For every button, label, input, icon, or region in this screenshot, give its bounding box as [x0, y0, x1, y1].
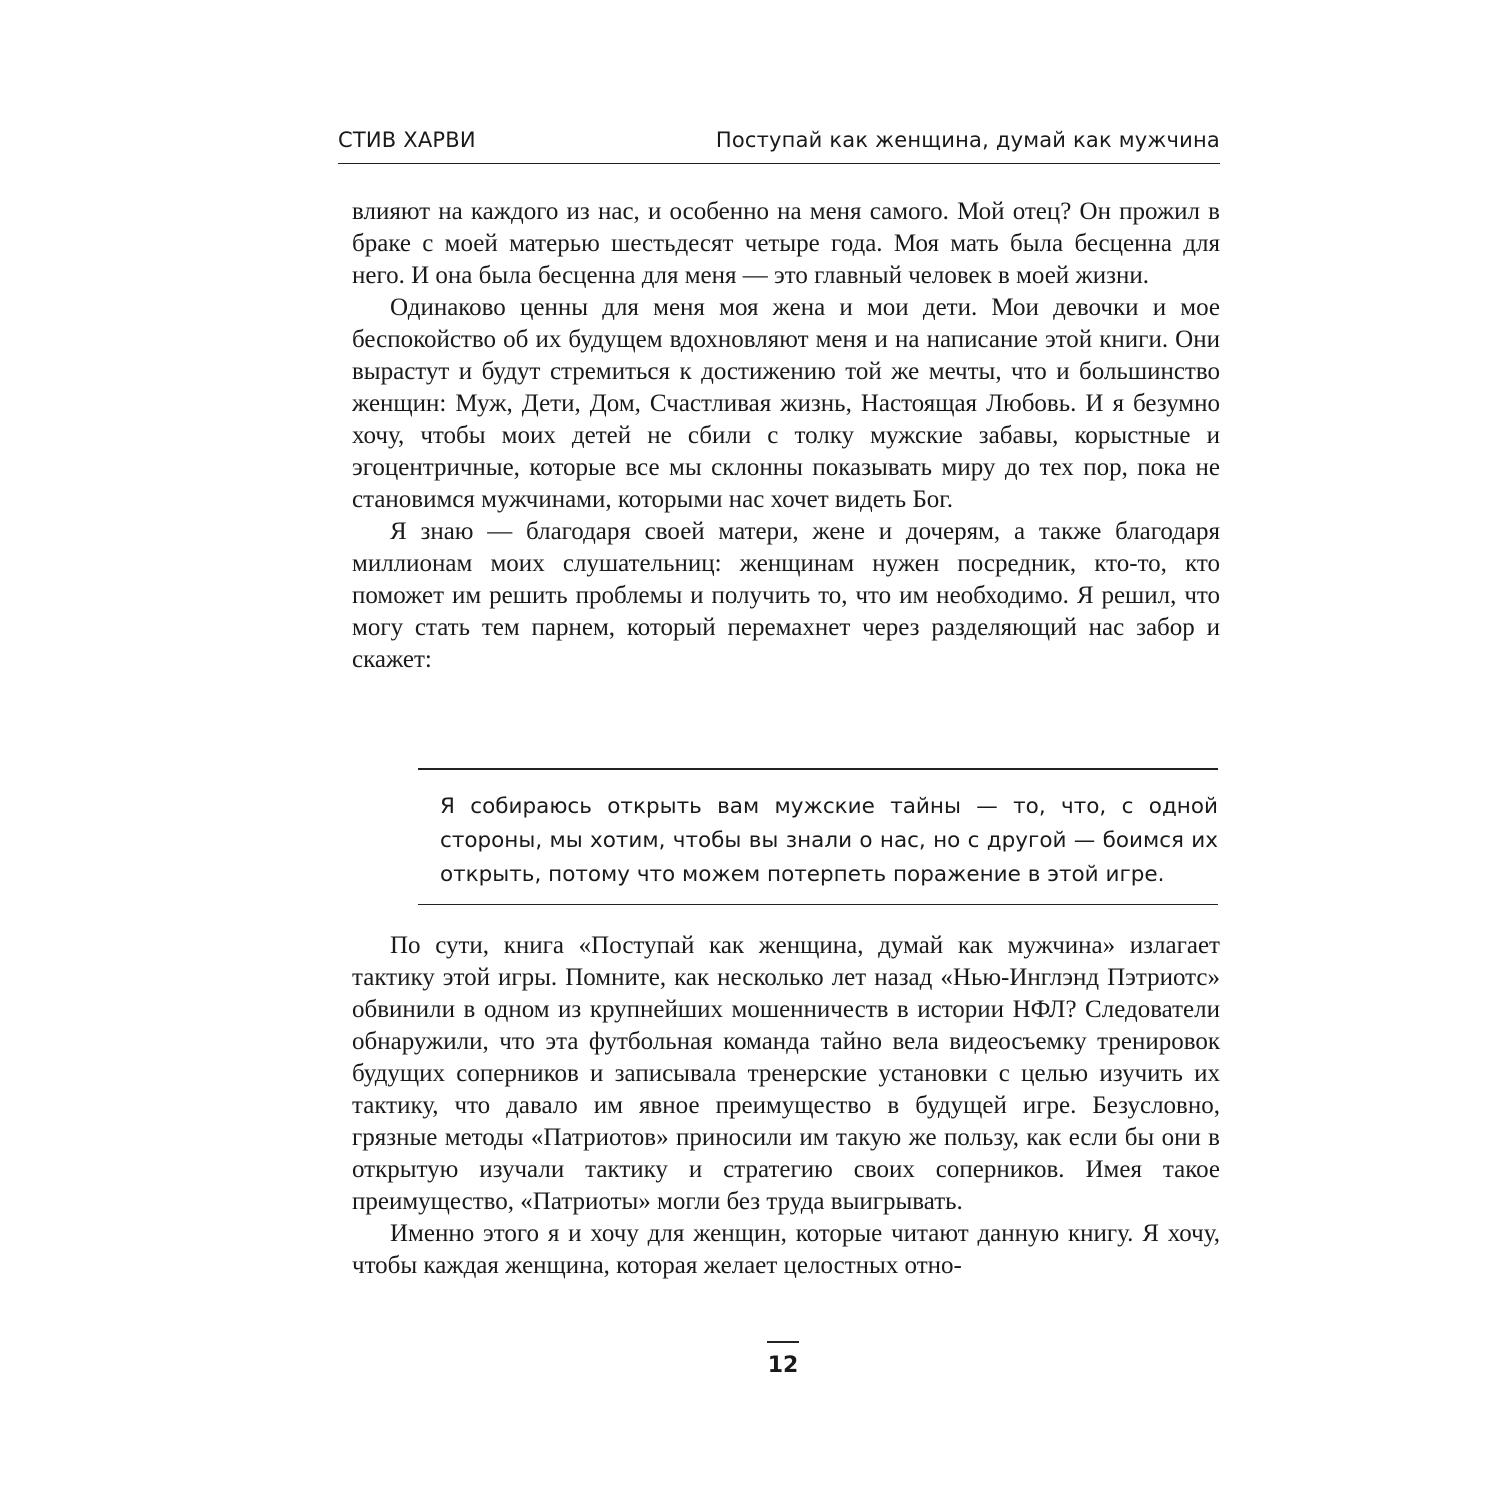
paragraph: Я знаю — благодаря своей матери, жене и дочерям, а также благодаря миллионам моих слушательниц: женщинам нужен посредник, кто-то, кто поможет им решить проблемы и получить то, что им необходимо. Я решил, что могу стать тем парнем, который перемахнет через разделяющий нас забор и скажет: [352, 518, 1220, 673]
header-book-title: Поступай как женщина, думай как мужчина [715, 128, 1220, 152]
paragraph: Одинаково ценны для меня моя жена и мои дети. Мои девочки и мое беспокойство об их будущем вдохновляют меня и на написание этой книги. Они вырастут и будут стремиться к достижению той же мечты, что и большинство женщин: Муж, Дети, Дом, Счастливая жизнь, Настоящая Любовь. И я безумно хочу, чтобы моих детей не сбили с толку мужские забавы, корыстные и эгоцентричные, которые все мы склонны показывать миру до тех пор, пока не становимся мужчинами, которыми нас хочет видеть Бог. [352, 294, 1220, 513]
paragraph: влияют на каждого из нас, и особенно на меня самого. Мой отец? Он прожил в браке с моей матерью шестьдесят четыре года. Моя мать была бесценна для него. И она была бесценна для меня — это главный человек в моей жизни. [352, 198, 1220, 289]
paragraph: Именно этого я и хочу для женщин, которые читают данную книгу. Я хочу, чтобы каждая женщина, которая желает целостных отно- [352, 1220, 1220, 1279]
header-rule [338, 163, 1220, 165]
callout-box [418, 768, 1218, 905]
running-header [338, 120, 1220, 164]
callout-top-rule [418, 768, 1218, 770]
header-author: СТИВ ХАРВИ [338, 128, 476, 152]
page-number: 12 [767, 1353, 799, 1378]
callout-text: Я собираюсь открыть вам мужские тайны — то, что, с одной стороны, мы хотим, чтобы вы знали о нас, но с другой — боимся их открыть, потому что можем потерпеть поражение в этой игре. [440, 794, 1218, 887]
body-text-top [352, 196, 1220, 676]
paragraph: По сути, книга «Поступай как женщина, думай как мужчина» излагает тактику этой игры. Помните, как несколько лет назад «Нью-Инглэнд Пэтриотс» обвинили в одном из крупнейших мошенничеств в истории НФЛ? Следователи обнаружили, что эта футбольная команда тайно вела видеосъемку тренировок будущих соперников и записывала тренерские установки с целью изучить их тактику, что давало им явное преимущество в будущей игре. Безусловно, грязные методы «Патриотов» приносили им такую же пользу, как если бы они в открытую изучали тактику и стратегию своих соперников. Имея такое преимущество, «Патриоты» могли без труда выигрывать. [352, 932, 1220, 1215]
callout-bottom-rule [418, 904, 1218, 906]
body-text-bottom [352, 930, 1220, 1282]
page-number-rule [767, 1341, 799, 1343]
